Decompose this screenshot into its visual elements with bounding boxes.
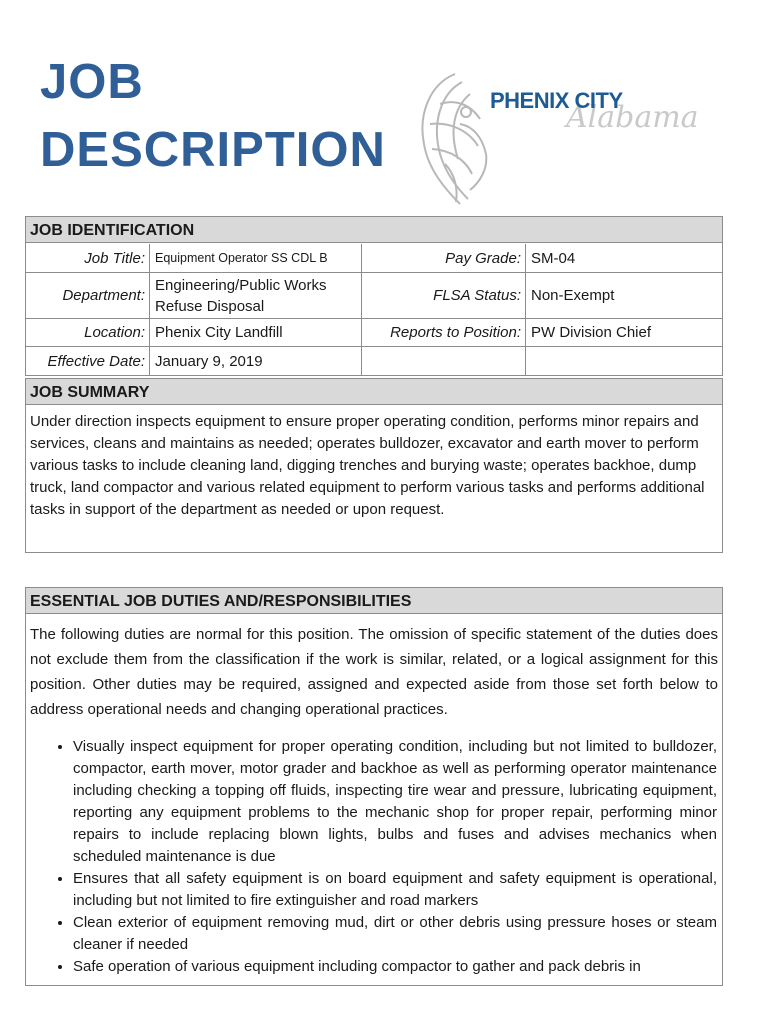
essential-duties-heading: ESSENTIAL JOB DUTIES AND/RESPONSIBILITIES [26, 588, 722, 614]
job-identification-section [25, 216, 723, 376]
department-value [150, 273, 362, 319]
empty-cell [526, 347, 722, 376]
phoenix-bird-icon [410, 64, 500, 214]
location-label: Location: [26, 319, 150, 347]
pay-grade-label: Pay Grade: [362, 244, 526, 273]
essential-duties-section [25, 587, 723, 986]
duties-intro-text: The following duties are normal for this position. The omission of specific statement of the duties does not exclude them from the classification if the work is similar, related, or a logical assignment for this position. Other duties may be required, assigned and expected aside from those set forth below to address operational needs and changing operational practices. [30, 626, 718, 718]
reports-value: PW Division Chief [526, 319, 722, 347]
list-item: • Clean exterior of equipment removing mud, dirt or other debris using pressure hoses or steam cleaner if needed [73, 912, 717, 956]
job-title-label: Job Title: [26, 244, 150, 273]
job-summary-text: Under direction inspects equipment to ensure proper operating condition, performs minor repairs and services, cleans and maintains as needed; operates bulldozer, excavator and earth mover to perform various tasks to include cleaning land, digging trenches and burying waste; operates backhoe, dump truck, land compactor and various related equipment to perform various tasks and performs additional tasks in support of the department as needed or upon request. [30, 413, 705, 518]
department-line-2: Refuse Disposal [155, 297, 265, 315]
phenix-city-logo [410, 64, 710, 214]
job-summary-heading: JOB SUMMARY [26, 379, 722, 405]
flsa-value: Non-Exempt [526, 273, 722, 319]
department-line-1: Engineering/Public Works [155, 276, 327, 294]
title-line-1: JOB [40, 55, 144, 109]
logo-script-text: Alabama [566, 100, 699, 135]
flsa-label: FLSA Status: [362, 273, 526, 319]
location-value: Phenix City Landfill [150, 319, 362, 347]
effective-date-label: Effective Date: [26, 347, 150, 376]
job-summary-section [25, 378, 723, 553]
reports-label: Reports to Position: [362, 319, 526, 347]
effective-date-value: January 9, 2019 [150, 347, 362, 376]
pay-grade-value: SM-04 [526, 244, 722, 273]
list-item: • Visually inspect equipment for proper operating condition, including but not limited to bulldozer, compactor, earth mover, motor grader and backhoe as well as performing operator maintenance including checking a topping off fluids, inspecting tire wear and pressure, lubricating equipment, reporting any equipment problems to the mechanic shop for proper repair, performing minor repairs to include replacing blown lights, bulbs and fuses and advises mechanics when scheduled maintenance is due [73, 736, 717, 868]
list-item: • Ensures that all safety equipment is on board equipment and safety equipment is operational, including but not limited to fire extinguisher and road markers [73, 868, 717, 912]
department-label: Department: [26, 273, 150, 319]
job-title-value: Equipment Operator SS CDL B [150, 244, 362, 273]
list-item: • Safe operation of various equipment including compactor to gather and pack debris in [73, 956, 717, 978]
job-identification-heading: JOB IDENTIFICATION [26, 217, 722, 243]
logo-text: PHENIX CITY [490, 88, 623, 113]
title-line-2: DESCRIPTION [40, 123, 386, 177]
empty-cell [362, 347, 526, 376]
duties-list [26, 736, 722, 978]
page-title [40, 48, 386, 184]
